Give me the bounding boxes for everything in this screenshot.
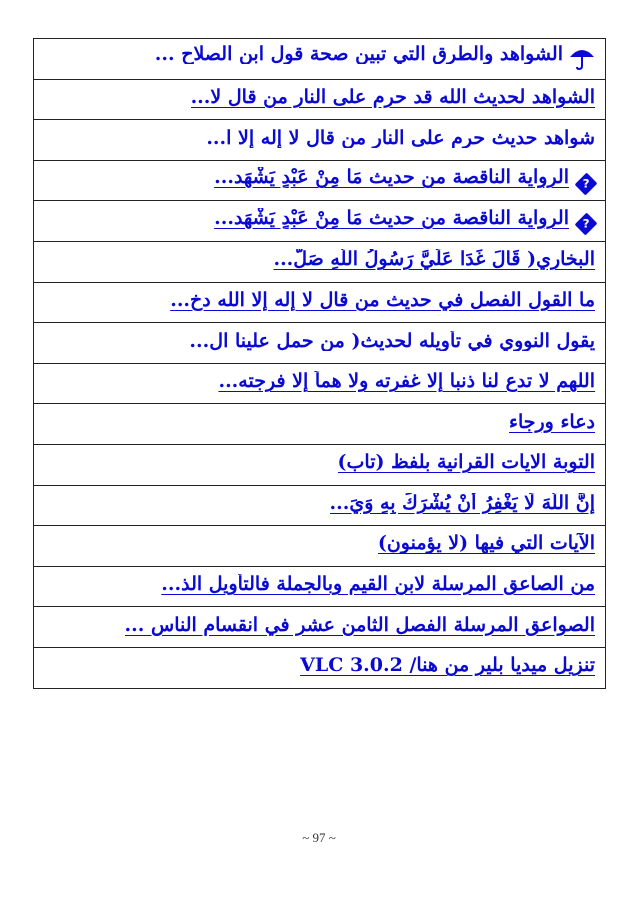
toc-cell	[34, 120, 606, 161]
umbrella-icon	[569, 46, 595, 74]
toc-cell	[34, 363, 606, 404]
toc-link[interactable]: ما القول الفصل في حديث من قال لا إله إلا الله دخ...	[170, 289, 595, 311]
toc-row	[34, 282, 606, 323]
toc-link[interactable]: من الصاعق المرسلة لابن القيم وبالجملة فالتأويل الذ...	[161, 574, 595, 595]
toc-row	[34, 485, 606, 526]
toc-row	[34, 79, 606, 120]
toc-row	[34, 566, 606, 607]
question-diamond-icon: ?	[575, 172, 598, 195]
toc-cell	[34, 485, 606, 526]
toc-link[interactable]: الآيات التي فيها (لا يؤمنون)	[377, 533, 595, 555]
table-of-contents	[33, 38, 606, 689]
toc-row	[34, 201, 606, 242]
toc-link[interactable]: إِنَّ اللَّهَ لَا يَغْفِرُ أَنْ يُشْرَكَ بِهِ وَيَ...	[329, 492, 595, 514]
toc-link[interactable]: الشواهد لحديث الله قد حرم على النار من قال لا...	[190, 86, 595, 108]
toc-cell	[34, 79, 606, 120]
toc-cell	[34, 282, 606, 323]
toc-cell	[34, 404, 606, 445]
toc-cell	[34, 526, 606, 567]
toc-row	[34, 526, 606, 567]
toc-cell	[34, 607, 606, 648]
toc-row	[34, 404, 606, 445]
toc-cell	[34, 444, 606, 485]
toc-cell	[34, 39, 606, 80]
toc-link[interactable]: الشواهد والطرق التي تبين صحة قول ابن الصلاح ...	[154, 43, 563, 65]
toc-link[interactable]: شواهد حديث حرم على النار من قال لا إله إلا ا...	[206, 127, 595, 149]
toc-link-vlc-download[interactable]: تنزيل ميديا بلير من هنا/ VLC 3.0.2	[300, 655, 595, 677]
toc-link[interactable]: البخاري( قَالَ غَدَا عَلَيَّ رَسُولُ اللَّهِ صَلَّ...	[273, 249, 595, 271]
toc-link[interactable]: التوبة الايات القرانية بلفظ (تاب)	[337, 452, 595, 474]
toc-link[interactable]: اللهم لا تدع لنا ذنبا إلا غفرته ولا هماً إلا فرجته...	[218, 371, 595, 392]
toc-row	[34, 444, 606, 485]
toc-row	[34, 323, 606, 364]
toc-cell	[34, 566, 606, 607]
toc-link[interactable]: الصواعق المرسلة الفصل الثامن عشر في انقسام الناس ...	[124, 614, 595, 636]
toc-cell	[34, 160, 606, 201]
toc-cell	[34, 323, 606, 364]
toc-row	[34, 647, 606, 688]
toc-row	[34, 39, 606, 80]
question-diamond-icon: ?	[575, 213, 598, 236]
toc-cell	[34, 201, 606, 242]
toc-cell	[34, 241, 606, 282]
toc-row	[34, 120, 606, 161]
toc-row	[34, 363, 606, 404]
toc-link[interactable]: الرواية الناقصة من حديث مَا مِنْ عَبْدٍ يَشْهَد...	[214, 167, 569, 189]
toc-link[interactable]: دعاء ورجاء	[509, 411, 595, 433]
toc-row	[34, 607, 606, 648]
toc-link[interactable]: الرواية الناقصة من حديث مَا مِنْ عَبْدٍ يَشْهَد...	[214, 207, 569, 229]
toc-cell	[34, 647, 606, 688]
toc-link[interactable]: يقول النووي في تأويله لحديث( من حمل علينا ال...	[189, 330, 595, 352]
toc-row	[34, 241, 606, 282]
page-number: ~ 97 ~	[302, 830, 336, 845]
toc-row	[34, 160, 606, 201]
